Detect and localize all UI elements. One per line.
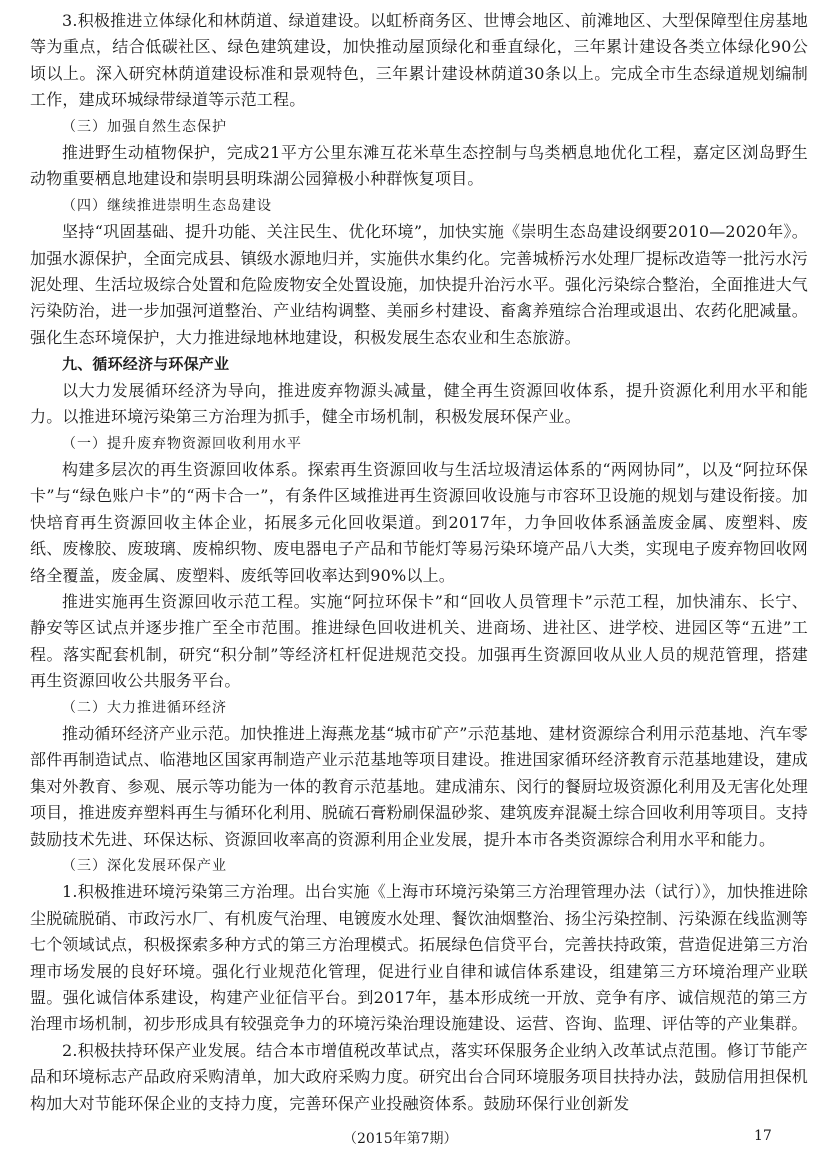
paragraph-recycling-demo: 推进实施再生资源回收示范工程。实施“阿拉环保卡”和“回收人员管理卡”示范工程，加快浦东、长宁、静安等区试点并逐步推广至全市范围。推进绿色回收进机关、进商场、进社区、进学校、进园区等“五进”工程。落实配套机制，研究“积分制”等经济杠杆促进规范交投。加强再生资源回收从业人员的规范管理，搭建再生资源回收公共服务平台。 (30, 591, 808, 691)
subheading-circular-economy: （二）大力推进循环经济 (62, 699, 227, 716)
subheading-chongming: （四）继续推进崇明生态岛建设 (62, 197, 272, 214)
section-heading-circular-economy: 九、循环经济与环保产业 (62, 355, 230, 374)
paragraph-wildlife: 推进野生动植物保护，完成21平方公里东滩互花米草生态控制与鸟类栖息地优化工程，嘉定区浏岛野生动物重要栖息地建设和崇明县明珠湖公园獐极小种群恢复项目。 (30, 143, 808, 189)
paragraph-recycling-system: 构建多层次的再生资源回收体系。探索再生资源回收与生活垃圾清运体系的“两网协同”，以及“阿拉环保卡”与“绿色账户卡”的“两卡合一”，有条件区域推进再生资源回收设施与市容环卫设施的规划与建设衔接。加快培育再生资源回收主体企业，拓展多元化回收渠道。到2017年，力争回收体系涵盖废金属、废塑料、废纸、废橡胶、废玻璃、废棉织物、废电器电子产品和节能灯等易污染环境产品八大类，实现电子废弃物回收网络全覆盖，废金属、废塑料、废纸等回收率达到90%以上。 (30, 459, 808, 585)
page-footer (0, 1128, 827, 1150)
subheading-waste-recycling: （一）提升废弃物资源回收利用水平 (62, 435, 302, 452)
paragraph-circular-demo: 推动循环经济产业示范。加快推进上海燕龙基“城市矿产”示范基地、建材资源综合利用示范基地、汽车零部件再制造试点、临港地区国家再制造产业示范基地等项目建设。推进国家循环经济教育示范基地建设，建成集对外教育、参观、展示等功能为一体的教育示范基地。建成浦东、闵行的餐厨垃圾资源化利用及无害化处理项目，推进废弃塑料再生与循环化利用、脱硫石膏粉刷保温砂浆、建筑废弃混凝土综合回收利用等项目。支持鼓励技术先进、环保达标、资源回收率高的资源利用企业发展，提升本市各类资源综合利用水平和能力。 (30, 723, 808, 849)
paragraph-greening: 3.积极推进立体绿化和林荫道、绿道建设。以虹桥商务区、世博会地区、前滩地区、大型保障型住房基地等为重点，结合低碳社区、绿色建筑建设，加快推动屋顶绿化和垂直绿化，三年累计建设各类立体绿化90公顷以上。深入研究林荫道建设标准和景观特色，三年累计建设林荫道30条以上。完成全市生态绿道规划编制工作，建成环城绿带绿道等示范工程。 (30, 11, 808, 110)
issue-label: （2015年第7期） (343, 1131, 458, 1147)
subheading-ecology-protection: （三）加强自然生态保护 (62, 118, 227, 135)
paragraph-circular-intro: 以大力发展循环经济为导向，推进废弃物源头减量，健全再生资源回收体系，提升资源化利用水平和能力。以推进环境污染第三方治理为抓手，健全市场机制，积极发展环保产业。 (30, 380, 808, 427)
paragraph-third-party: 1.积极推进环境污染第三方治理。出台实施《上海市环境污染第三方治理管理办法（试行）》，加快推进除尘脱硫脱硝、市政污水厂、有机废气治理、电镀废水处理、餐饮油烟整治、扬尘污染控制、污染源在线监测等七个领域试点，积极探索多种方式的第三方治理模式。拓展绿色信贷平台，完善扶持政策，营造促进第三方治理市场发展的良好环境。强化行业规范化管理，促进行业自律和诚信体系建设，组建第三方环境治理产业联盟。强化诚信体系建设，构建产业征信平台。到2017年，基本形成统一开放、竞争有序、诚信规范的第三方治理市场机制，初步形成具有较强竞争力的环境污染治理设施建设、运营、咨询、监理、评估等的产业集群。 (30, 882, 808, 1034)
paragraph-chongming: 坚持“巩固基础、提升功能、关注民生、优化环境”，加快实施《崇明生态岛建设纲要2010—2020年》。加强水源保护，全面完成县、镇级水源地归并，实施供水集约化。完善城桥污水处理厂提标改造等一批污水污泥处理、生活垃圾综合处置和危险废物安全处置设施，加快提升治污水平。强化污染综合整治，全面推进大气污染防治，进一步加强河道整治、产业结构调整、美丽乡村建设、畜禽养殖综合治理或退出、农药化肥减量。强化生态环境保护，大力推进绿地林地建设，积极发展生态农业和生态旅游。 (30, 222, 808, 347)
subheading-env-industry: （三）深化发展环保产业 (62, 858, 227, 874)
page-number: 17 (754, 1128, 772, 1144)
paragraph-industry-support: 2.积极扶持环保产业发展。结合本市增值税改革试点，落实环保服务企业纳入改革试点范围。修订节能产品和环境标志产品政府采购清单，加大政府采购力度。研究出台合同环境服务项目扶持办法，鼓励信用担保机构加大对节能环保企业的支持力度，完善环保产业投融资体系。鼓励环保行业创新发 (30, 1040, 808, 1113)
document-body (30, 8, 808, 1117)
